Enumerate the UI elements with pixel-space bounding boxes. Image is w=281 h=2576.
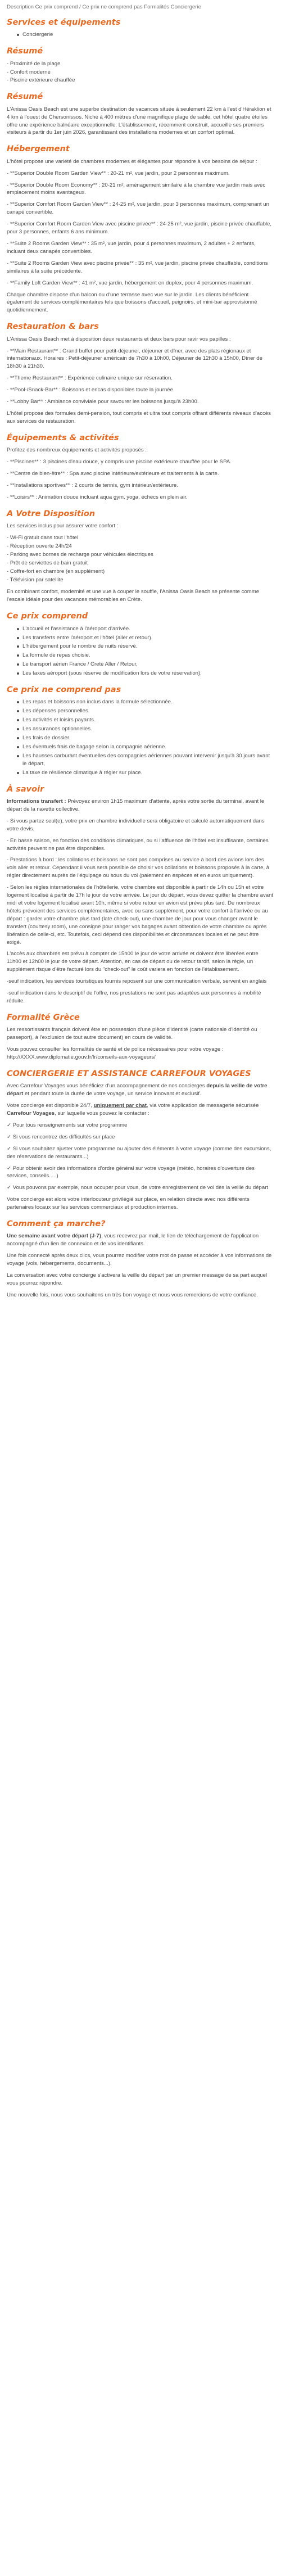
text: et pendant toute la durée de votre voyage, un service innovant et exclusif. — [23, 1091, 201, 1097]
paragraph: -seuf indication dans le descriptif de l'offre, nos prestations ne sont pas adaptées aux personnes à mobilité réduite. — [7, 990, 261, 1004]
prix-ne-comprend-list — [7, 698, 274, 776]
list-item: Les éventuels frais de bagage selon la compagnie aérienne. — [17, 743, 274, 751]
prix-comprend-list — [7, 625, 274, 677]
list-item: La taxe de résilience climatique à régler sur place. — [17, 769, 274, 777]
paragraph — [7, 1082, 274, 1098]
check-item: ✓ Si vous souhaitez ajuster votre programme ou ajouter des éléments à votre voyage (comme des excursions, des réservations de restaurants...) — [7, 1145, 271, 1160]
transfer-info-label: Informations transfert : — [7, 798, 66, 805]
list-item: Les dépenses personnelles. — [17, 707, 274, 715]
restaurant-item: - **Theme Restaurant** : Expérience culinaire unique sur réservation. — [7, 375, 173, 382]
paragraph: Une nouvelle fois, nous vous souhaitons un très bon voyage et nous vous remercions de votre confiance. — [7, 1291, 258, 1298]
list-item: - Confort moderne — [7, 69, 51, 75]
list-item: - Coffre-fort en chambre (en supplément) — [7, 568, 105, 575]
list-item: Les transferts entre l'aéroport et l'hôtel (aller et retour). — [17, 634, 274, 642]
room-item: - **Superior Double Room Garden View** : 20-21 m², vue jardin, pour 2 personnes maximum. — [7, 170, 230, 177]
restaurant-item: - **Lobby Bar** : Ambiance conviviale pour savourer les boissons jusqu'à 23h00. — [7, 399, 199, 405]
paragraph: L'hôtel propose une variété de chambres modernes et élégantes pour répondre à vos besoins de séjour : — [7, 158, 257, 165]
section-title-restauration: Restauration & bars — [7, 322, 99, 332]
list-item: Les assurances optionnelles. — [17, 725, 274, 733]
transfer-info — [7, 798, 274, 814]
text-bold: depuis la veille de votre départ — [7, 1083, 268, 1097]
paragraph: Vous pouvez consulter les formalités de santé et de police nécessaires pour votre voyage : http://XXXX.www.diplomatie.gouv.fr/fr/conseils-aux-voyageurs/ — [7, 1046, 224, 1060]
room-item: - **Family Loft Garden View** : 41 m², vue jardin, hébergement en duplex, pour 4 personnes maximum. — [7, 279, 253, 286]
paragraph — [7, 1232, 274, 1248]
room-item: - **Suite 2 Rooms Garden View** : 35 m², vue jardin, pour 4 personnes maximum, 2 adultes + 2 enfants, incluant deux canapés convertibles. — [7, 240, 256, 255]
transfer-info-text: Prévoyez environ 1h15 maximum d'attente, après votre sortie du terminal, avant le départ de la navette collective. — [7, 798, 265, 812]
section-title-prix-ne-comprend: Ce prix ne comprend pas — [7, 685, 121, 695]
list-item: - Proximité de la plage — [7, 60, 61, 67]
paragraph: Les ressortissants français doivent être en possession d'une pièce d'identité (carte nationale d'identité ou passeport), à l'exclusion de tout autre document) en cours de validité. — [7, 1027, 257, 1041]
check-item: ✓ Pour tous renseignements sur votre programme — [7, 1122, 128, 1128]
section-title-a-savoir: À savoir — [7, 784, 44, 794]
section-title-prix-comprend: Ce prix comprend — [7, 612, 88, 621]
text-bold: Une semaine avant votre départ (J-7) — [7, 1233, 101, 1240]
room-item: - **Superior Double Room Economy** : 20-21 m², aménagement similaire à la chambre vue jardin mais avec emplacement moins avantageux. — [7, 182, 266, 196]
check-item: ✓ Vous pouvons par exemple, nous occuper pour vous, de votre enregistrement de vol dès la veille du départ — [7, 1185, 269, 1191]
text: , sur laquelle vous pouvez le contacter : — [55, 1110, 149, 1117]
equipment-item: - **Loisirs** : Animation douce incluant aqua gym, yoga, échecs en plein air. — [7, 494, 188, 500]
paragraph: - En basse saison, en fonction des conditions climatiques, ou si l'affluence de l'hôtel est insuffisante, certaines activités peuvent ne pas être disponibles. — [7, 837, 269, 852]
list-item: - Wi-Fi gratuit dans tout l'hôtel — [7, 534, 79, 541]
restaurant-item: - **Pool-/Snack-Bar** : Boissons et encas disponibles toute la journée. — [7, 387, 175, 394]
list-item: L'hébergement pour le nombre de nuits réservé. — [17, 643, 274, 650]
section-title-conciergerie: CONCIERGERIE ET ASSISTANCE CARREFOUR VOYAGES — [7, 1069, 251, 1078]
list-item: Les taxes aéroport (sous réserve de modification lors de votre réservation). — [17, 670, 274, 677]
text: Avec Carrefour Voyages vous bénéficiez d'un accompagnement de nos concierges — [7, 1083, 207, 1090]
section-title-equipements: Équipements & activités — [7, 433, 119, 442]
list-item: - Télévision par satellite — [7, 576, 64, 583]
text: , via votre application de messagerie sécurisée — [147, 1102, 259, 1109]
check-item: ✓ Si vous rencontrez des difficultés sur place — [7, 1133, 115, 1140]
text-bold: Carrefour Voyages — [7, 1110, 55, 1117]
paragraph: - Si vous partez seul(e), votre prix en chambre individuelle sera obligatoire et calculé automatiquement dans votre devis. — [7, 817, 265, 832]
list-item: Les activités et loisirs payants. — [17, 716, 274, 724]
section-title-disposition: A Votre Disposition — [7, 509, 96, 518]
list-item: L'accueil et l'assistance à l'aéroport d'arrivée. — [17, 625, 274, 633]
room-item: - **Superior Comfort Room Garden View** : 24-25 m², vue jardin, pour 3 personnes maximum, comprenant un canapé convertible. — [7, 201, 269, 216]
section-title-services: Services et équipements — [7, 17, 121, 27]
section-title-hebergement: Hébergement — [7, 144, 70, 154]
paragraph: Votre concierge est alors votre interlocuteur privilégié sur place, en relation directe avec nos différents partenaires locaux sur les services commerciaux et production internes. — [7, 1196, 250, 1211]
section-title-resume-2: Résumé — [7, 92, 43, 102]
paragraph: L'Anissa Oasis Beach est une superbe destination de vacances située à seulement 22 km à l'est d'Héraklion et 4 km à l'ouest de Chersonissos. Niché à 400 mètres d'une magnifique plage de sable, cet hôtel quatre étoiles offre une expérience balnéaire exceptionnelle. L'établissement, récemment construit, accueille ses premiers visiteurs à partir du 1er juin 2026, garantissant des installations modernes et un confort optimal. — [7, 106, 271, 136]
paragraph: L'accès aux chambres est prévu à compter de 15h00 le jour de votre arrivée et doivent être libérées entre 11h00 et 12h00 le jour de votre départ. Attention, en cas de départ ou de retour tardif, selon la règle, un supplément risque d'être facturé lors du "check-out" le coût variera en fonction de l'établissement. — [7, 951, 259, 973]
resume-list — [7, 60, 274, 85]
section-title-formalite: Formalité Grèce — [7, 1013, 80, 1022]
list-item: - Parking avec bornes de recharge pour véhicules électriques — [7, 551, 153, 558]
paragraph: L'hôtel propose des formules demi-pension, tout compris et ultra tout compris offrant différents niveaux d'accès aux services de restauration. — [7, 410, 271, 424]
paragraph: L'Anissa Oasis Beach met à disposition deux restaurants et deux bars pour ravir vos papilles : — [7, 336, 231, 342]
paragraph — [7, 1102, 274, 1118]
section-title-comment: Comment ça marche? — [7, 1219, 106, 1229]
paragraph: En combinant confort, modernité et une vue à couper le souffle, l'Anissa Oasis Beach se présente comme l'escale idéale pour des vacances mémorables en Crète. — [7, 589, 260, 603]
text: , vous recevrez par mail, le lien de téléchargement de l'application accompagné d'un lien de connexion et de vos identifiants. — [7, 1233, 259, 1248]
section-title-resume: Résumé — [7, 47, 43, 56]
list-item: Les frais de dossier. — [17, 734, 274, 742]
paragraph: Une fois connecté après deux clics, vous pourrez modifier votre mot de passe et accéder à vos informations de voyage (vols, hébergements, documents...). — [7, 1253, 272, 1267]
check-item: ✓ Pour obtenir avoir des informations d'ordre général sur votre voyage (météo, horaires d'ouverture des services, conseils.....) — [7, 1165, 255, 1179]
list-item: Le transport aérien France / Crete Aller / Retour, — [17, 661, 274, 668]
equipment-item: - **Installations sportives** : 2 courts de tennis, gym intérieur/extérieure. — [7, 482, 179, 489]
tabs-line: Description Ce prix comprend / Ce prix ne comprend pas Formalités Conciergerie — [7, 4, 202, 10]
list-item: - Réception ouverte 24h/24 — [7, 543, 72, 549]
list-item: Conciergerie — [17, 31, 274, 39]
equipment-item: - **Centre de bien-être** : Spa avec piscine intérieure/extérieure et traitements à la carte. — [7, 470, 219, 477]
equipment-item: - **Piscines** : 3 piscines d'eau douce, y compris une piscine extérieure chauffée pour le SPA. — [7, 459, 232, 466]
room-item: - **Superior Comfort Room Garden View avec piscine privée** : 24-25 m², vue jardin, piscine privée chauffable, pour 3 personnes, enfants 6 ans minimum. — [7, 221, 272, 236]
paragraph: - Prestations à bord : les collations et boissons ne sont pas comprises au service à bord des avions lors des vols aller et retour. Cependant il vous sera possible de choisir vos collations et boissons proposés à la carte, à régler directement auprès de l'équipage ou sous du vol (paiement en espèces et en euros uniquement). — [7, 857, 270, 879]
paragraph: La conversation avec votre concierge s'activera la veille du départ par un premier message de sa part auquel vous pourrez répondre. — [7, 1272, 268, 1286]
paragraph: Les services inclus pour assurer votre confort : — [7, 523, 119, 530]
restaurant-item: - **Main Restaurant** : Grand buffet pour petit-déjeuner, déjeuner et dîner, avec des plats régionaux et internationaux. Horaires : Petit-déjeuner américain de 7h30 à 10h00, Déjeuner de 12h30 à 15h00, Dîner de 18h30 à 21h30. — [7, 347, 262, 370]
text: Votre concierge est disponible 24/7, — [7, 1102, 94, 1109]
list-item: Les hausses carburant éventuelles des compagnies aériennes pouvant intervenir jusqu'à 30 jours avant le départ, — [17, 752, 274, 768]
text-underline: uniquement par chat — [93, 1102, 147, 1109]
disposition-list — [7, 534, 274, 584]
paragraph: -seuf indication, les services touristiques fournis reposent sur une communication verbale, servent en anglais — [7, 978, 267, 985]
room-item: - **Suite 2 Rooms Garden View avec piscine privée** : 35 m², vue jardin, piscine privée chauffable, conditions similaires à la suite précédente. — [7, 260, 268, 274]
list-item: - Prêt de serviettes de bain gratuit — [7, 559, 88, 566]
list-item: Les repas et boissons non inclus dans la formule sélectionnée. — [17, 698, 274, 706]
paragraph: - Selon les règles internationales de l'hôtellerie, votre chambre est disponible à partir de 14h ou 15h et votre logement localisé à partir de 17h le jour de votre arrivée. Le jour du départ, vous devez quitter la chambre avant midi et votre logement localisé avant 10h, même si votre retour en avion est prévu plus tard. De nombreux hôtels prévoient des services complémentaires, avec ou sans supplément, pour votre confort à l'arrivée ou au départ : garder votre chambre plus tard (late check-out), une chambre de jour pour vous changer avant le transfert (courtesy room), une consigne pour ranger vos bagages avant obtention de votre chambre ou après libération de celle-ci, etc. Toutefois, ceci dépend des disponibilités et circonstances locales et ne peut être exigé. — [7, 884, 274, 946]
services-list — [7, 31, 274, 39]
paragraph: Chaque chambre dispose d'un balcon ou d'une terrasse avec vue sur le jardin. Les clients bénéficient également de services complémentaires tels que boissons d'accueil, peignoirs, et mini-bar approvisionné quotidiennement. — [7, 291, 257, 314]
list-item: La formule de repas choisie. — [17, 652, 274, 659]
list-item: - Piscine extérieure chauffée — [7, 77, 75, 84]
paragraph: Profitez des nombreux équipements et activités proposés : — [7, 447, 147, 454]
